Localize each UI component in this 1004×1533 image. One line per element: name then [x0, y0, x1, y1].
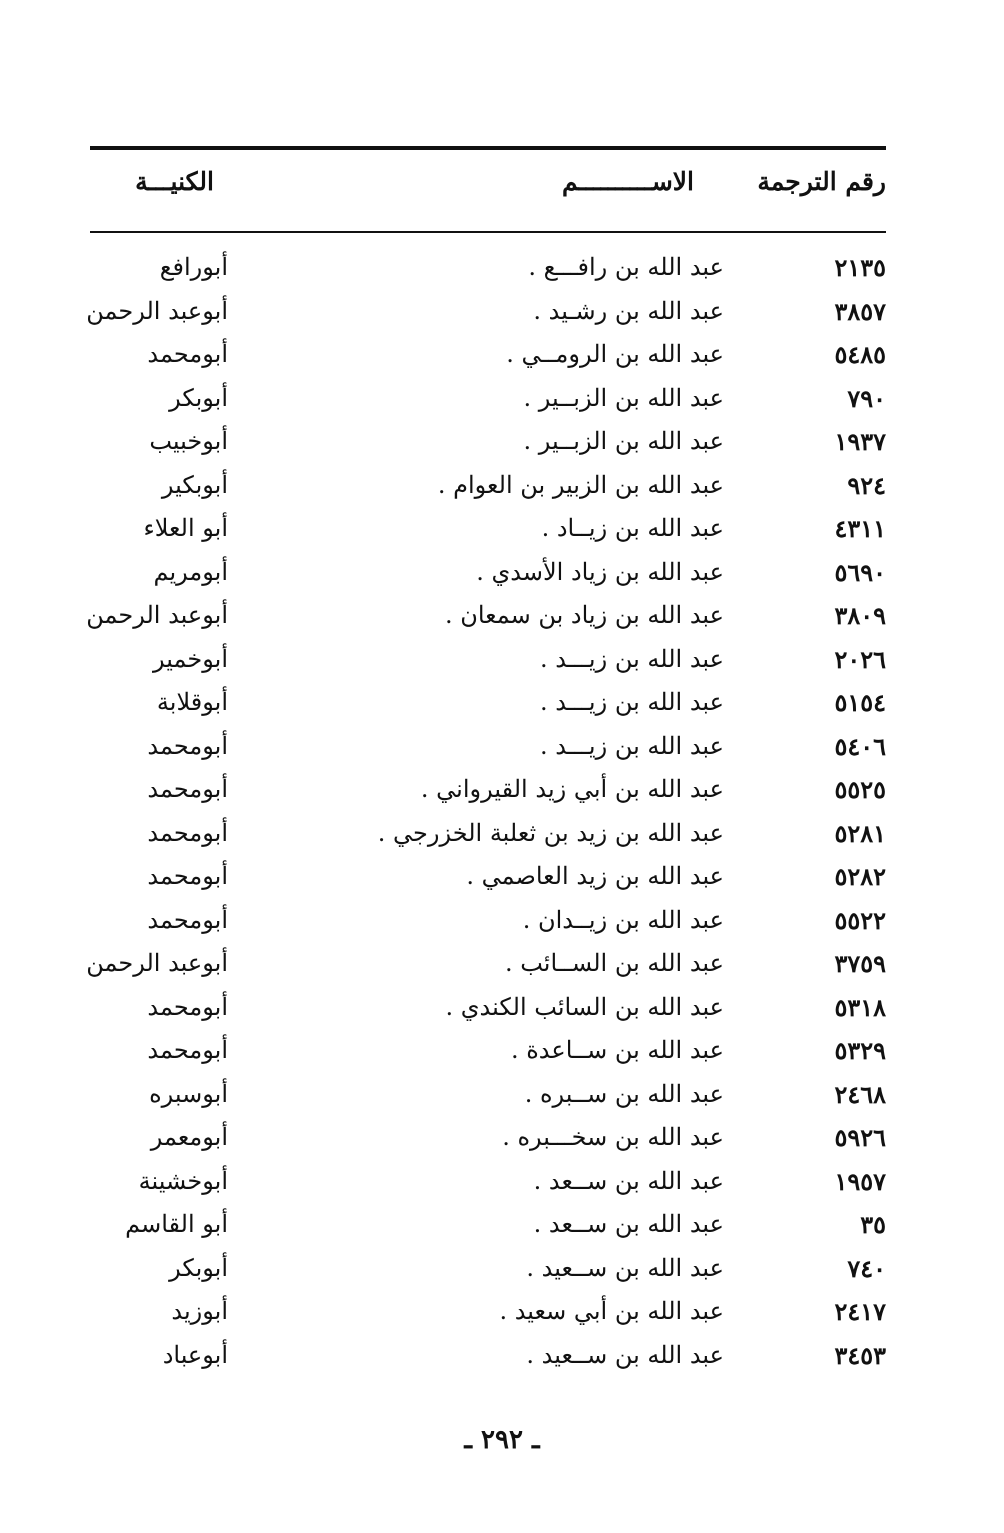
entries-list	[0, 246, 1004, 1377]
person-kunya: أبوعبد الرحمن	[86, 949, 228, 977]
person-name: عبد الله بن زيــاد .	[541, 514, 724, 542]
person-name: عبد الله بن ســعد .	[533, 1166, 724, 1195]
translation-number: ٣٧٥٩	[834, 949, 886, 978]
person-name: عبد الله بن رافـــع .	[528, 253, 724, 281]
translation-number: ٧٩٠	[847, 383, 886, 413]
translation-number: ٩٢٤	[847, 470, 886, 500]
table-row	[0, 638, 1004, 682]
table-row	[0, 420, 1004, 464]
person-kunya: أبومحمد	[147, 992, 228, 1021]
person-kunya: أبوبكير	[161, 470, 228, 499]
person-kunya: أبوزيد	[171, 1297, 228, 1325]
person-kunya: أبوعباد	[162, 1340, 228, 1369]
person-kunya: أبوقلابة	[156, 688, 228, 716]
table-row	[0, 812, 1004, 856]
translation-number: ٢١٣٥	[834, 253, 886, 282]
person-name: عبد الله بن زيد بن ثعلبة الخزرجي .	[377, 818, 724, 847]
person-name: عبد الله بن ســعيد .	[526, 1340, 724, 1369]
header-translation-number: رقم الترجمة	[757, 167, 886, 196]
person-name: عبد الله بن سخـــبره .	[502, 1123, 724, 1151]
translation-number: ٣٨٠٩	[834, 601, 886, 630]
person-name: عبد الله بن زيـــد .	[539, 688, 724, 716]
person-kunya: أبوخشينة	[138, 1166, 228, 1195]
person-kunya: أبومحمد	[147, 905, 228, 934]
person-name: عبد الله بن زيـــد .	[539, 644, 724, 673]
person-name: عبد الله بن أبي زيد القيرواني .	[420, 775, 724, 803]
person-kunya: أبومحمد	[147, 862, 228, 890]
table-row	[0, 551, 1004, 595]
person-name: عبد الله بن ســاعدة .	[510, 1036, 724, 1064]
translation-number: ١٩٣٧	[834, 427, 886, 456]
translation-number: ٣٥	[860, 1210, 886, 1239]
translation-number: ٢٤٦٨	[834, 1079, 886, 1109]
table-row	[0, 1029, 1004, 1073]
page-number: ـ ٢٩٢ ـ	[464, 1425, 540, 1455]
header-rule	[90, 231, 886, 233]
person-kunya: أبوبكر	[169, 383, 228, 412]
translation-number: ٥١٥٤	[834, 688, 886, 717]
table-row	[0, 855, 1004, 899]
person-kunya: أبوسبره	[149, 1079, 228, 1108]
translation-number: ٥٥٢٢	[834, 905, 886, 935]
table-row	[0, 464, 1004, 508]
table-row	[0, 942, 1004, 986]
table-row	[0, 899, 1004, 943]
person-name: عبد الله بن الرومــي .	[506, 340, 724, 368]
person-kunya: أبومحمد	[147, 340, 228, 368]
person-kunya: أبوخمير	[153, 644, 228, 673]
person-kunya: أبومريم	[153, 557, 228, 586]
person-kunya: أبومحمد	[147, 775, 228, 803]
person-kunya: أبوخبيب	[149, 427, 228, 455]
person-name: عبد الله بن زيد العاصمي .	[466, 862, 724, 890]
translation-number: ١٩٥٧	[834, 1166, 886, 1196]
person-name: عبد الله بن زيــدان .	[522, 905, 724, 934]
table-row	[0, 1116, 1004, 1160]
person-name: عبد الله بن ســعد .	[533, 1210, 724, 1238]
translation-number: ٥٢٨٢	[834, 862, 886, 891]
person-name: عبد الله بن ســعيد .	[526, 1253, 724, 1282]
person-kunya: أبومحمد	[147, 818, 228, 847]
person-name: عبد الله بن زياد الأسدي .	[476, 557, 724, 586]
table-row	[0, 246, 1004, 290]
table-row	[0, 594, 1004, 638]
header-kunya: الكنيـــة	[135, 167, 214, 196]
person-kunya: أبو العلاء	[143, 514, 228, 542]
translation-number: ٧٤٠	[847, 1253, 886, 1283]
person-kunya: أبوعبد الرحمن	[86, 601, 228, 629]
person-kunya: أبومحمد	[147, 731, 228, 760]
table-row	[0, 681, 1004, 725]
person-name: عبد الله بن رشـيد .	[533, 296, 724, 325]
person-name: عبد الله بن الســائب .	[504, 949, 724, 977]
table-row	[0, 1290, 1004, 1334]
translation-number: ٥٣٢٩	[834, 1036, 886, 1065]
translation-number: ٥٩٢٦	[834, 1123, 886, 1152]
person-name: عبد الله بن أبي سعيد .	[499, 1297, 724, 1325]
translation-number: ٥٤٠٦	[834, 731, 886, 761]
translation-number: ٥٤٨٥	[834, 340, 886, 369]
table-row	[0, 986, 1004, 1030]
translation-number: ٣٨٥٧	[834, 296, 886, 326]
table-row	[0, 725, 1004, 769]
person-kunya: أبو القاسم	[125, 1210, 228, 1238]
person-kunya: أبومحمد	[147, 1036, 228, 1064]
person-name: عبد الله بن زيـــد .	[539, 731, 724, 760]
person-name: عبد الله بن الزبــير .	[523, 383, 724, 412]
person-name: عبد الله بن ســبره .	[524, 1079, 724, 1108]
person-kunya: أبومعمر	[150, 1123, 228, 1151]
table-row	[0, 1334, 1004, 1378]
table-row	[0, 1160, 1004, 1204]
table-row	[0, 1073, 1004, 1117]
translation-number: ٤٣١١	[834, 514, 886, 543]
table-row	[0, 290, 1004, 334]
person-kunya: أبوعبد الرحمن	[86, 296, 228, 325]
translation-number: ٥٥٢٥	[834, 775, 886, 804]
translation-number: ٣٤٥٣	[834, 1340, 886, 1370]
person-name: عبد الله بن الزبــير .	[523, 427, 724, 455]
translation-number: ٢٤١٧	[834, 1297, 886, 1326]
translation-number: ٥٦٩٠	[834, 557, 886, 587]
person-kunya: أبوبكر	[169, 1253, 228, 1282]
header-name: الاســــــــــم	[561, 167, 694, 196]
person-kunya: أبورافع	[159, 253, 228, 281]
table-row	[0, 507, 1004, 551]
person-name: عبد الله بن زياد بن سمعان .	[444, 601, 724, 629]
top-rule	[90, 146, 886, 150]
translation-number: ٥٣١٨	[834, 992, 886, 1022]
translation-number: ٢٠٢٦	[834, 644, 886, 674]
table-row	[0, 1247, 1004, 1291]
table-row	[0, 768, 1004, 812]
table-row	[0, 333, 1004, 377]
table-row	[0, 1203, 1004, 1247]
translation-number: ٥٢٨١	[834, 818, 886, 848]
person-name: عبد الله بن السائب الكندي .	[445, 992, 724, 1021]
person-name: عبد الله بن الزبير بن العوام .	[437, 470, 724, 499]
table-row	[0, 377, 1004, 421]
